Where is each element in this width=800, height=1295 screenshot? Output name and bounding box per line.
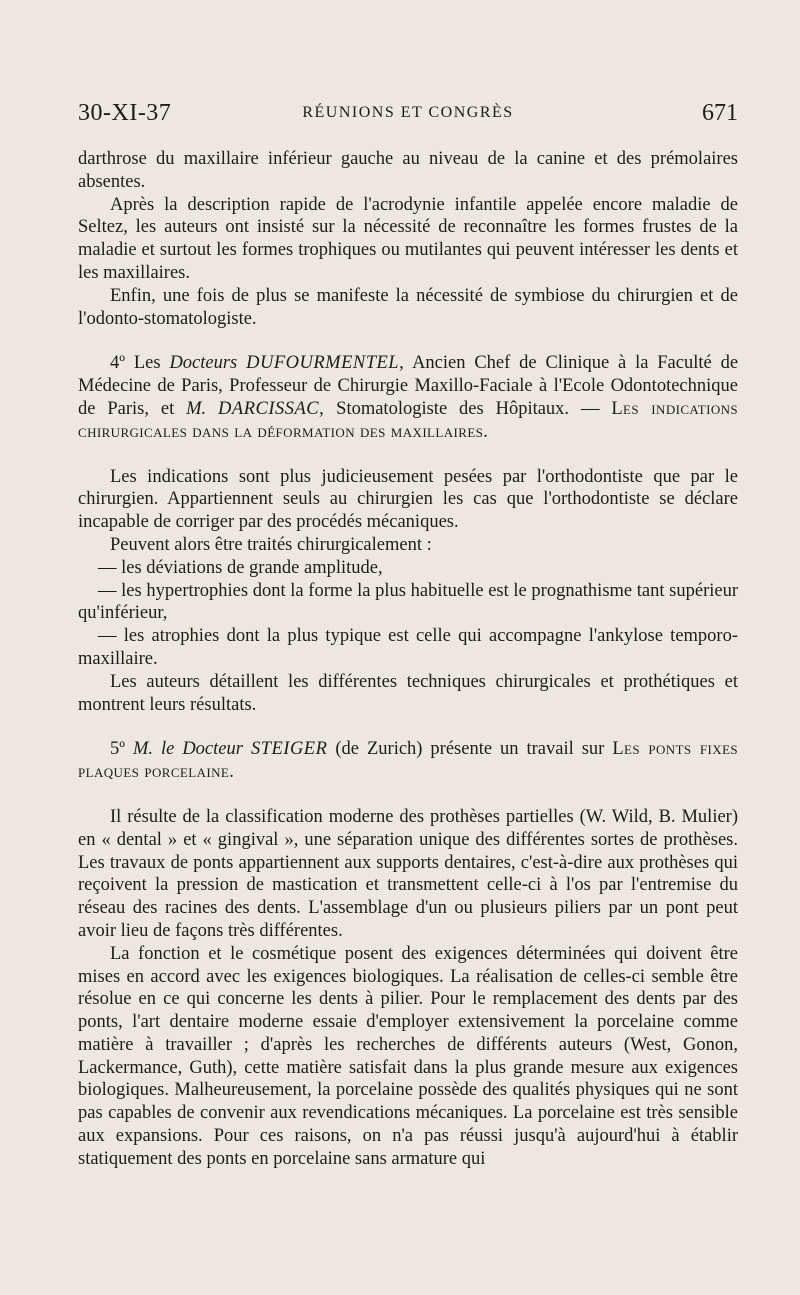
page-number: 671 bbox=[702, 100, 738, 126]
paragraph: Peuvent alors être traités chirurgicalement : bbox=[110, 534, 432, 555]
section-title: Les indications chirurgicales dans la déformation des maxillaires. bbox=[78, 398, 739, 442]
list-item: — les hypertrophies dont la forme la plus habituelle est le prognathisme tant supérieur qu'inférieur, bbox=[78, 580, 738, 624]
section-title: Les ponts fixes plaques porcelaine. bbox=[78, 739, 739, 783]
section-4-heading: 4º Les Docteurs DUFOURMENTEL, Ancien Chef de Clinique à la Faculté de Médecine de Paris, Professeur de Chirurgie Maxillo-Faciale à l'Ecole Odontotechnique de Paris, et M. DARCISSAC, Stomatologiste des Hôpitaux. — Les indications chirurgicales dans la déformation des maxillaires. bbox=[78, 353, 739, 442]
paragraph: Les auteurs détaillent les différentes techniques chirurgicales et prothétiques et montrent leurs résultats. bbox=[78, 671, 738, 715]
section-number: 5º bbox=[110, 739, 125, 760]
section-number: 4º bbox=[110, 353, 125, 374]
paragraph: darthrose du maxillaire inférieur gauche au niveau de la canine et des prémolaires absentes. bbox=[78, 149, 738, 192]
list-item: — les atrophies dont la plus typique est celle qui accompagne l'ankylose temporo-maxillaire. bbox=[78, 626, 738, 669]
paragraph: La fonction et le cosmétique posent des exigences déterminées qui doivent être mises en accord avec les exigences biologiques. La réalisation de celles-ci semble être résolue en ce qui concerne les dents à pilier. Pour le remplacement des dents par des ponts, l'art dentaire moderne essaie d'employer extensivement la porcelaine comme matière à travailler ; d'après les recherches de différents auteurs (West, Gonon, Lackermance, Guth), cette matière satisfait dans la plus grande mesure aux exigences biologiques. Malheureusement, la porcelaine possède des qualités physiques qui ne sont pas capables de convenir aux revendications mécaniques. La porcelaine est très sensible aux expansions. Pour ces raisons, on n'a pas réussi jusqu'à aujourd'hui à établir statiquement des ponts en porcelaine sans armature qui bbox=[78, 943, 738, 1169]
header-section-title: RÉUNIONS ET CONGRÈS bbox=[302, 104, 514, 121]
paragraph: Il résulte de la classification moderne des prothèses partielles (W. Wild, B. Mulier) en « dental » et « gingival », une séparation unique des différentes sortes de prothèses. Les travaux de ponts appartiennent aux supports dentaires, c'est-à-dire aux prothèses qui reçoivent la pression de mastication et transmettent celle-ci à l'os par l'entremise du réseau des racines des dents. L'assemblage d'un ou plusieurs piliers par un pont peut avoir lieu de façons très différentes. bbox=[78, 806, 738, 941]
author-name: DUFOURMENTEL, bbox=[246, 353, 405, 374]
running-header bbox=[78, 100, 738, 128]
paragraph: Après la description rapide de l'acrodynie infantile appelée encore maladie de Seltez, les auteurs ont insisté sur la nécessité de reconnaître les formes frustes de la maladie et surtout les formes trophiques ou mutilantes qui peuvent intéresser les dents et les maxillaires. bbox=[78, 194, 738, 283]
paragraph: Les indications sont plus judicieusement pesées par l'orthodontiste que par le chirurgien. Appartiennent seuls au chirurgien les cas que l'orthodontiste se déclare incapable de corriger par des procédés mécaniques. bbox=[78, 466, 738, 533]
paragraph: Enfin, une fois de plus se manifeste la nécessité de symbiose du chirurgien et de l'odonto-stomatologiste. bbox=[78, 285, 738, 329]
page-body bbox=[78, 148, 738, 1171]
list-item: — les déviations de grande amplitude, bbox=[98, 557, 383, 578]
section-5-heading: 5º M. le Docteur STEIGER (de Zurich) présente un travail sur Les ponts fixes plaques porcelaine. bbox=[78, 739, 739, 783]
header-date: 30-XI-37 bbox=[78, 100, 172, 126]
author-name: DARCISSAC, bbox=[218, 398, 325, 419]
author-name: STEIGER bbox=[250, 739, 328, 760]
